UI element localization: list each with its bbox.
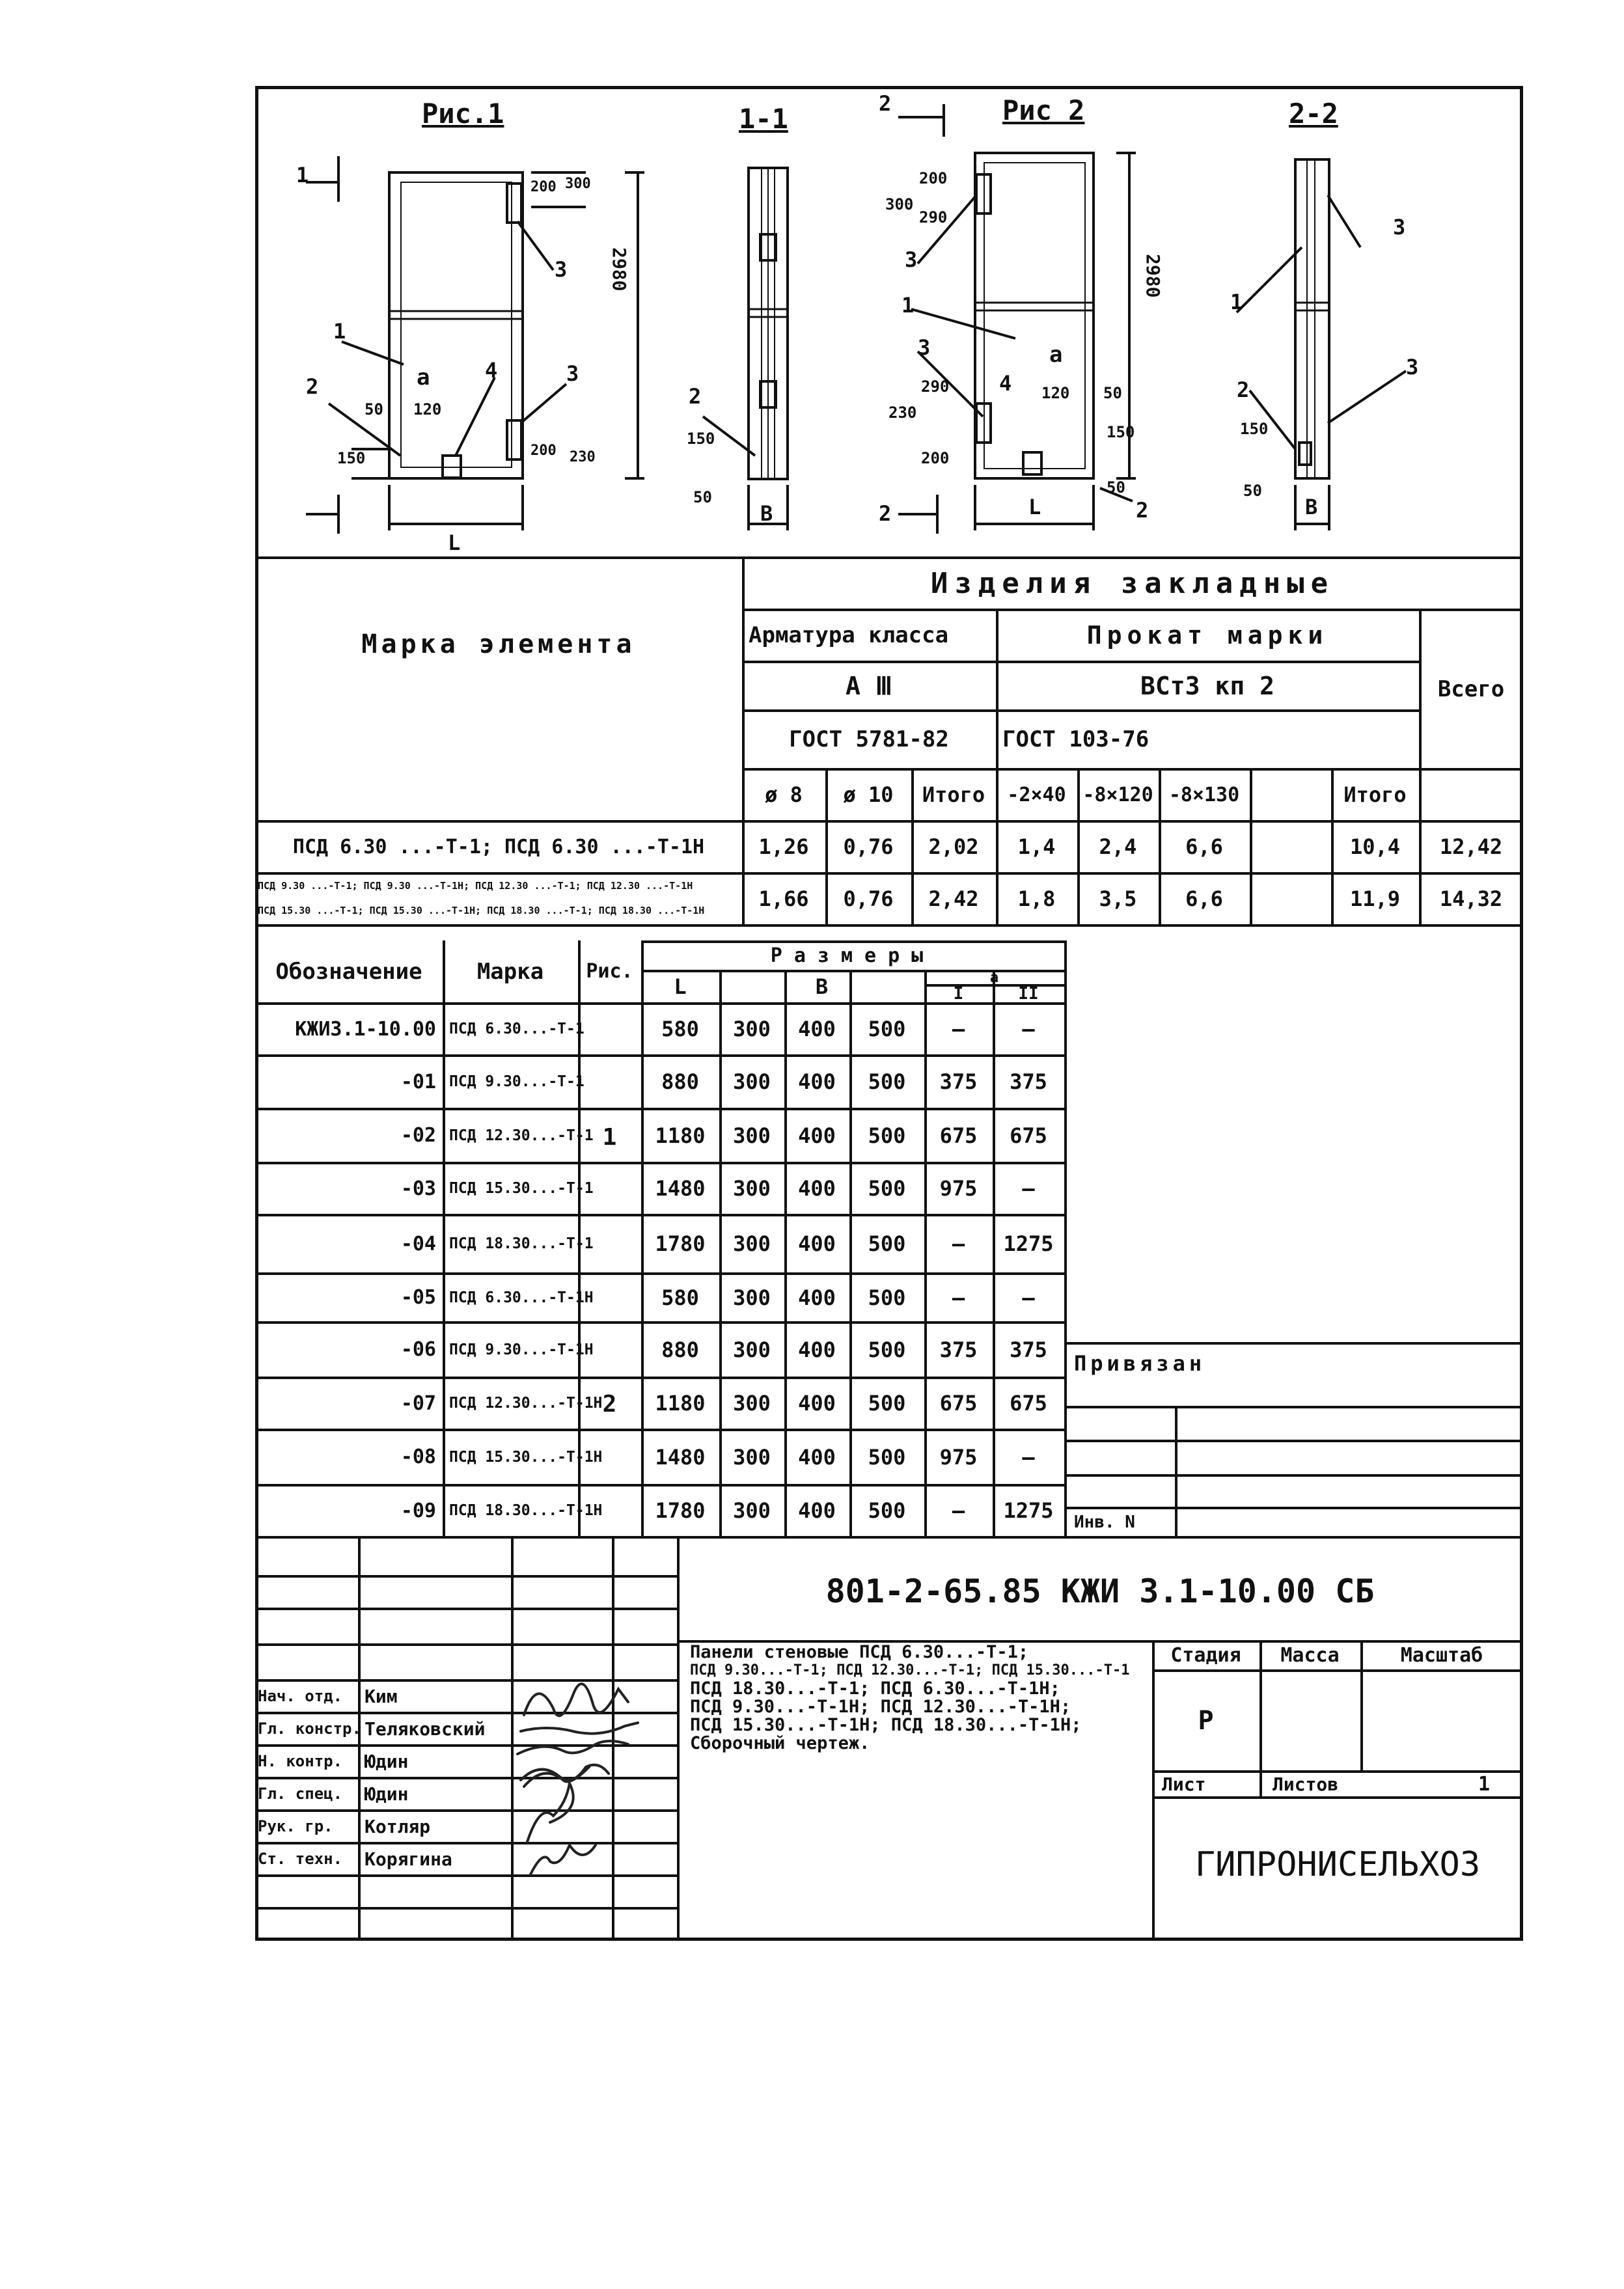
fig1-dim-L: L (448, 530, 461, 555)
sizes-header-L: L (674, 974, 687, 999)
sizes-row-9-b3: 500 (868, 1444, 906, 1470)
sizes-row-8-des: -07 (400, 1391, 436, 1415)
rolled-mark-header: Прокат марки (1086, 621, 1328, 650)
sizes-row-3-a2: 675 (1010, 1123, 1047, 1148)
col-subtotal-rebar: Итого (922, 782, 985, 807)
sizes-row-5-b1: 300 (733, 1231, 771, 1256)
rolled-mark-value: ВСт3 кп 2 (1140, 671, 1274, 700)
sizes-row-4-des: -03 (400, 1177, 436, 1200)
signer-2-role: Гл. констр. (258, 1720, 361, 1738)
embedded-row-2-v6: 6,6 (1185, 886, 1223, 911)
signer-4-name: Юдин (365, 1783, 409, 1805)
fig1-mark-a: a (417, 364, 430, 391)
element-mark-header: Марка элемента (361, 629, 636, 659)
sizes-row-9-a2: — (1022, 1444, 1035, 1470)
sizes-row-1-des: КЖИ3.1-10.00 (295, 1017, 436, 1041)
sizes-row-8-L: 1180 (655, 1391, 706, 1416)
sizes-row-4-a1: 975 (939, 1176, 978, 1201)
sizes-row-4-b1: 300 (733, 1176, 771, 1201)
description-line-3: ПСД 18.30...-Т-1; ПСД 6.30...-Т-1Н; (690, 1679, 1060, 1699)
signer-3-role: Н. контр. (258, 1752, 343, 1770)
embedded-row-1-v1: 1,26 (758, 834, 809, 859)
fig-group-1: 1 (602, 1124, 617, 1151)
fig2-callout-2: 2 (1136, 498, 1149, 523)
sizes-row-10-a2: 1275 (1003, 1498, 1054, 1523)
col-subtotal-rolled: Итого (1343, 782, 1407, 807)
fig2-dim-50b: 50 (1107, 478, 1125, 497)
fig1-dim-50: 50 (365, 400, 383, 418)
sizes-row-4-mark: ПСД 15.30...-Т-1 (449, 1180, 594, 1197)
embedded-row-2-v8: 11,9 (1349, 886, 1401, 911)
sheet-label: Лист (1162, 1773, 1206, 1795)
signer-3-name: Юдин (365, 1750, 409, 1772)
description-line-6: Сборочный чертеж. (690, 1733, 870, 1753)
sizes-row-2-des: -01 (400, 1070, 436, 1093)
embedded-row-2-total: 14,32 (1439, 886, 1503, 911)
sizes-header-designation: Обозначение (275, 958, 422, 985)
rebar-class-header: Арматура класса (749, 622, 949, 648)
sizes-header-B: B (815, 974, 829, 999)
sizes-row-8-a2: 675 (1010, 1391, 1047, 1416)
col-d8: ø 8 (765, 782, 803, 807)
sheets-value: 1 (1478, 1772, 1491, 1796)
sizes-row-10-b1: 300 (733, 1498, 771, 1523)
sizes-row-1-L: 580 (661, 1017, 699, 1041)
sizes-row-2-a1: 375 (939, 1069, 978, 1094)
fig1-callout-1: 1 (333, 319, 346, 344)
description-line-5: ПСД 15.30...-Т-1Н; ПСД 18.30...-Т-1Н; (690, 1715, 1082, 1735)
embedded-row-2-v5: 3,5 (1099, 886, 1137, 911)
binding-label: Привязан (1074, 1351, 1206, 1376)
s11-dim-50: 50 (693, 488, 712, 506)
fig1-section-mark: 1 (296, 163, 309, 187)
fig2-dim-120: 120 (1041, 384, 1070, 402)
sizes-row-1-a2: — (1022, 1017, 1035, 1041)
description-line-2: ПСД 9.30...-Т-1; ПСД 12.30...-Т-1; ПСД 15.30...-Т-1 (690, 1662, 1130, 1679)
sizes-row-1-mark: ПСД 6.30...-Т-1 (449, 1021, 585, 1037)
sizes-row-4-b2: 400 (798, 1176, 836, 1201)
embedded-row-2-v4: 1,8 (1017, 886, 1056, 911)
signer-6-name: Корягина (365, 1848, 452, 1870)
stage-value: Р (1198, 1705, 1214, 1736)
embedded-row-2-v1: 1,66 (758, 886, 809, 911)
sizes-row-9-des: -08 (400, 1446, 436, 1468)
description-line-1: Панели стеновые ПСД 6.30...-Т-1; (690, 1642, 1029, 1662)
sizes-row-3-des: -02 (400, 1124, 436, 1147)
sizes-row-5-b3: 500 (868, 1231, 906, 1256)
rebar-gost: ГОСТ 5781-82 (789, 726, 949, 752)
sizes-row-7-L: 880 (661, 1337, 699, 1362)
sizes-row-1-a1: — (952, 1017, 965, 1041)
sizes-row-3-b1: 300 (733, 1123, 771, 1148)
section-2-2-title: 2-2 (1289, 98, 1338, 130)
sizes-row-5-L: 1780 (655, 1231, 706, 1256)
sizes-row-2-mark: ПСД 9.30...-Т-1 (449, 1073, 585, 1090)
sizes-row-3-b2: 400 (798, 1123, 836, 1148)
sizes-header-a-I: I (953, 984, 964, 1004)
s22-callout-3-top: 3 (1393, 215, 1406, 240)
s11-dim-B: B (760, 501, 773, 526)
sizes-row-8-b2: 400 (798, 1391, 836, 1416)
inv-number-label: Инв. N (1074, 1512, 1135, 1532)
sizes-row-6-mark: ПСД 6.30...-Т-1Н (449, 1289, 594, 1306)
fig2-callout-4: 4 (999, 371, 1012, 396)
fig2-title: Рис 2 (1002, 94, 1085, 126)
fig2-dim-50: 50 (1103, 384, 1122, 402)
fig2-dim-L: L (1028, 495, 1041, 519)
sizes-row-7-mark: ПСД 9.30...-Т-1Н (449, 1341, 594, 1358)
fig1-dim-120: 120 (413, 400, 442, 418)
sizes-row-3-b3: 500 (868, 1123, 906, 1148)
signer-5-role: Рук. гр. (258, 1817, 333, 1835)
sizes-row-2-L: 880 (661, 1069, 699, 1094)
fig2-callout-3-top: 3 (905, 247, 918, 272)
signer-1-name: Ким (365, 1685, 398, 1707)
sizes-row-8-b3: 500 (868, 1391, 906, 1416)
sizes-row-10-L: 1780 (655, 1498, 706, 1523)
s22-dim-150: 150 (1240, 420, 1269, 438)
fig1-dim-300: 300 (565, 176, 591, 192)
fig1-title: Рис.1 (422, 98, 504, 130)
fig1-callout-3-top: 3 (555, 257, 568, 282)
sizes-row-5-mark: ПСД 18.30...-Т-1 (449, 1235, 594, 1252)
stage-label: Стадия (1170, 1644, 1241, 1667)
embedded-row-1-v5: 2,4 (1099, 834, 1137, 859)
mass-label: Масса (1280, 1644, 1340, 1667)
embedded-row-2-mark-line2: ПСД 15.30 ...-Т-1; ПСД 15.30 ...-Т-1Н; ПСД 18.30 ...-Т-1; ПСД 18.30 ...-Т-1Н (258, 905, 705, 916)
embedded-row-1-v4: 1,4 (1017, 834, 1056, 859)
section-1-1-title: 1-1 (739, 103, 788, 135)
rebar-class-value: А Ⅲ (846, 671, 892, 700)
sizes-header-a-II: II (1018, 984, 1039, 1004)
fig1-dim-230: 230 (570, 449, 596, 465)
fig1-callout-2: 2 (306, 374, 319, 399)
s22-dim-50: 50 (1243, 482, 1262, 500)
total-header: Всего (1437, 676, 1505, 702)
embedded-row-1-mark: ПСД 6.30 ...-Т-1; ПСД 6.30 ...-Т-1Н (292, 835, 705, 858)
sizes-row-8-a1: 675 (939, 1391, 978, 1416)
sizes-row-6-L: 580 (661, 1285, 699, 1310)
s22-callout-1: 1 (1230, 290, 1243, 314)
col-d10: ø 10 (843, 782, 894, 807)
fig2-dim-300: 300 (885, 195, 914, 213)
sizes-row-10-b3: 500 (868, 1498, 906, 1523)
sizes-row-6-a2: — (1022, 1285, 1035, 1310)
sizes-row-9-a1: 975 (939, 1444, 978, 1470)
embedded-row-2-mark: ПСД 9.30 ...-Т-1; ПСД 9.30 ...-Т-1Н; ПСД 12.30 ...-Т-1; ПСД 12.30 ...-Т-1Н (258, 880, 693, 892)
sizes-row-3-a1: 675 (939, 1123, 978, 1148)
sizes-header-fig: Рис. (586, 960, 633, 983)
sizes-row-10-des: -09 (400, 1499, 436, 1522)
signer-6-role: Ст. техн. (258, 1850, 343, 1868)
fig2-callout-3: 3 (918, 335, 931, 360)
col-8x120: -8×120 (1082, 783, 1153, 806)
fig2-dim-290: 290 (919, 208, 948, 226)
sizes-row-2-b3: 500 (868, 1069, 906, 1094)
s11-dim-150: 150 (687, 430, 715, 448)
col-2x40: -2×40 (1007, 783, 1066, 806)
description-line-4: ПСД 9.30...-Т-1Н; ПСД 12.30...-Т-1Н; (690, 1697, 1071, 1717)
embedded-row-2-v3: 2,42 (928, 886, 979, 911)
s22-callout-3: 3 (1406, 355, 1419, 379)
sizes-row-7-des: -06 (400, 1338, 436, 1361)
sizes-row-1-b2: 400 (798, 1017, 836, 1041)
fig1-dim-200b: 200 (530, 443, 557, 459)
fig2-section-mark-bottom: 2 (879, 501, 892, 526)
sizes-row-1-b3: 500 (868, 1017, 906, 1041)
signer-2-name: Теляковский (365, 1718, 486, 1740)
embedded-row-1-total: 12,42 (1439, 834, 1503, 859)
sizes-row-10-a1: — (952, 1498, 965, 1523)
sizes-row-3-mark: ПСД 12.30...-Т-1 (449, 1127, 594, 1144)
sizes-row-2-b1: 300 (733, 1069, 771, 1094)
sizes-row-10-mark: ПСД 18.30...-Т-1Н (449, 1502, 603, 1519)
fig1-dim-200: 200 (530, 179, 557, 195)
fig2-dim-150: 150 (1107, 423, 1135, 441)
sizes-row-7-a1: 375 (939, 1337, 978, 1362)
s11-callout-2: 2 (689, 384, 702, 409)
fig2-section-mark: 2 (879, 91, 892, 116)
fig2-dim-290b: 290 (921, 377, 950, 396)
sizes-row-5-des: -04 (400, 1232, 436, 1255)
fig2-mark-a: a (1049, 342, 1063, 368)
fig1-callout-4: 4 (485, 358, 498, 383)
s22-callout-2: 2 (1237, 377, 1250, 402)
sizes-row-4-b3: 500 (868, 1176, 906, 1201)
sizes-row-7-b1: 300 (733, 1337, 771, 1362)
fig1-callout-3: 3 (566, 361, 579, 386)
signer-5-name: Котляр (365, 1815, 431, 1837)
organization: ГИПРОНИСЕЛЬХОЗ (1194, 1845, 1481, 1884)
sizes-row-6-des: -05 (400, 1286, 436, 1309)
scale-label: Масштаб (1400, 1644, 1483, 1667)
s22-dim-B: B (1305, 495, 1318, 519)
sizes-row-4-a2: — (1022, 1176, 1035, 1201)
fig2-dim-200: 200 (919, 169, 948, 187)
embedded-row-1-v8: 10,4 (1349, 834, 1401, 859)
sizes-row-4-L: 1480 (655, 1176, 706, 1201)
fig1-dim-2980: 2980 (609, 247, 630, 292)
sizes-row-7-a2: 375 (1010, 1337, 1047, 1362)
embedded-row-1-v6: 6,6 (1185, 834, 1223, 859)
sizes-row-6-a1: — (952, 1285, 965, 1310)
col-8x130: -8×130 (1168, 783, 1240, 806)
sizes-row-5-b2: 400 (798, 1231, 836, 1256)
sizes-row-9-L: 1480 (655, 1444, 706, 1470)
sizes-row-6-b3: 500 (868, 1285, 906, 1310)
sizes-row-5-a2: 1275 (1003, 1231, 1054, 1256)
sizes-row-9-b2: 400 (798, 1444, 836, 1470)
sizes-row-9-b1: 300 (733, 1444, 771, 1470)
sizes-header-a: a (989, 969, 999, 986)
embedded-row-1-v2: 0,76 (843, 834, 894, 859)
fig2-dim-200b: 200 (921, 449, 950, 467)
signer-1-role: Нач. отд. (258, 1687, 343, 1705)
rolled-gost: ГОСТ 103-76 (1002, 726, 1149, 752)
sizes-row-7-b2: 400 (798, 1337, 836, 1362)
embedded-header: Изделия закладные (930, 566, 1335, 600)
sizes-header-sizes: Размеры (770, 944, 935, 967)
sizes-row-2-b2: 400 (798, 1069, 836, 1094)
fig1-dim-150: 150 (337, 449, 366, 467)
sizes-row-9-mark: ПСД 15.30...-Т-1Н (449, 1448, 603, 1466)
sizes-row-6-b2: 400 (798, 1285, 836, 1310)
sizes-row-5-a1: — (952, 1231, 965, 1256)
sizes-row-2-a2: 375 (1010, 1069, 1047, 1094)
document-code: 801-2-65.85 КЖИ 3.1-10.00 СБ (825, 1572, 1375, 1610)
sizes-row-8-mark: ПСД 12.30...-Т-1Н (449, 1395, 603, 1412)
fig2-dim-2980: 2980 (1142, 254, 1164, 298)
sizes-row-1-b1: 300 (733, 1017, 771, 1041)
sizes-row-7-b3: 500 (868, 1337, 906, 1362)
fig2-dim-230: 230 (888, 404, 917, 422)
embedded-row-1-v3: 2,02 (928, 834, 979, 859)
embedded-row-2-v2: 0,76 (843, 886, 894, 911)
fig2-callout-1: 1 (901, 293, 915, 318)
fig-group-2: 2 (602, 1391, 617, 1418)
sizes-row-10-b2: 400 (798, 1498, 836, 1523)
sheets-label: Листов (1273, 1773, 1339, 1795)
sizes-row-3-L: 1180 (655, 1123, 706, 1148)
sizes-header-mark: Марка (476, 958, 544, 985)
sizes-row-6-b1: 300 (733, 1285, 771, 1310)
signer-4-role: Гл. спец. (258, 1785, 343, 1803)
sizes-row-8-b1: 300 (733, 1391, 771, 1416)
